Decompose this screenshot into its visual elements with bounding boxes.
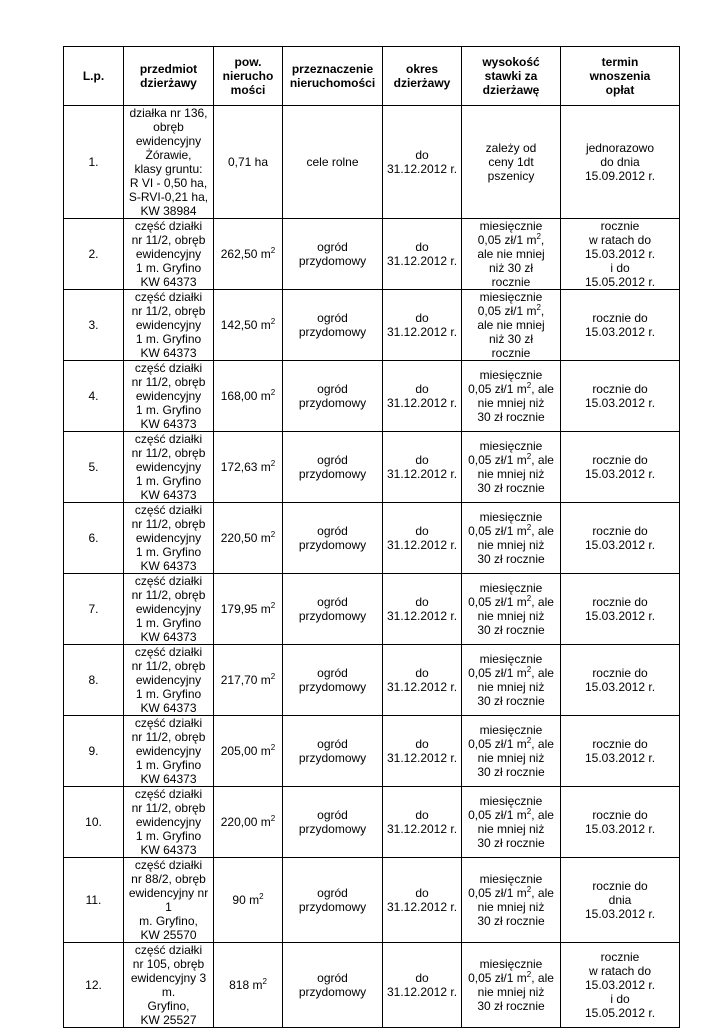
cell-purpose: cele rolne (283, 106, 383, 219)
cell-area (214, 503, 283, 574)
cell-due: jednorazowo do dnia 15.09.2012 r. (561, 106, 680, 219)
table-row (64, 858, 680, 943)
area-value: 262,50 m (220, 247, 271, 261)
cell-purpose: ogród przydomowy (283, 219, 383, 290)
area-unit-exponent: 2 (259, 892, 264, 901)
cell-subject: część działki nr 11/2, obręb ewidencyjny 1 m. Gryfino KW 64373 (124, 219, 214, 290)
cell-period: do 31.12.2012 r. (383, 574, 462, 645)
header-period: okres dzierżawy (383, 47, 462, 106)
cell-lp: 4. (64, 361, 124, 432)
cell-area (214, 787, 283, 858)
cell-purpose: ogród przydomowy (283, 645, 383, 716)
cell-subject: część działki nr 11/2, obręb ewidencyjny 1 m. Gryfino KW 64373 (124, 574, 214, 645)
header-purpose: przeznaczenie nieruchomości (283, 47, 383, 106)
cell-lp: 12. (64, 943, 124, 1028)
area-unit-exponent: 2 (262, 977, 267, 986)
table-row (64, 219, 680, 290)
area-unit-exponent: 2 (270, 672, 276, 681)
rate-text-pre: miesięcznie 0,05 zł/1 m (468, 794, 543, 822)
cell-area (214, 858, 283, 943)
cell-lp: 6. (64, 503, 124, 574)
cell-area (214, 943, 283, 1028)
rate-text-pre: miesięcznie 0,05 zł/1 m (468, 723, 543, 751)
table-row (64, 943, 680, 1028)
cell-area (214, 290, 283, 361)
cell-rate (462, 943, 561, 1028)
cell-purpose: ogród przydomowy (283, 787, 383, 858)
rate-text-pre: miesięcznie 0,05 zł/1 m (468, 581, 543, 609)
cell-rate (462, 858, 561, 943)
rate-unit-exponent: 2 (526, 665, 532, 674)
rate-text-post: , ale nie mniej niż 30 zł rocznie (477, 382, 554, 424)
cell-purpose: ogród przydomowy (283, 716, 383, 787)
table-row (64, 503, 680, 574)
area-unit-exponent: 2 (270, 743, 276, 752)
cell-due: rocznie do 15.03.2012 r. (561, 645, 680, 716)
area-unit-exponent: 2 (270, 601, 276, 610)
rate-text-post: , ale nie mniej niż 30 zł rocznie (477, 886, 554, 928)
cell-period: do 31.12.2012 r. (383, 106, 462, 219)
cell-area (214, 645, 283, 716)
rate-unit-exponent: 2 (526, 885, 532, 894)
cell-rate (462, 787, 561, 858)
header-due: termin wnoszenia opłat (561, 47, 680, 106)
cell-subject: działka nr 136, obręb ewidencyjny Żórawie, klasy gruntu: R VI - 0,50 ha, S-RVI-0,21 ha, KW 38984 (124, 106, 214, 219)
cell-area (214, 574, 283, 645)
rate-text-post: , ale nie mniej niż 30 zł rocznie (477, 233, 545, 289)
area-value: 0,71 ha (227, 155, 269, 169)
cell-due: rocznie do 15.03.2012 r. (561, 290, 680, 361)
rate-text-post: , ale nie mniej niż 30 zł rocznie (477, 595, 554, 637)
cell-area (214, 219, 283, 290)
area-value: 220,00 m (220, 815, 271, 829)
area-value: 217,70 m (220, 673, 271, 687)
cell-subject: część działki nr 11/2, obręb ewidencyjny 1 m. Gryfino KW 64373 (124, 290, 214, 361)
table-row (64, 645, 680, 716)
rate-text-post: , ale nie mniej niż 30 zł rocznie (477, 971, 554, 1013)
cell-lp: 3. (64, 290, 124, 361)
cell-purpose: ogród przydomowy (283, 432, 383, 503)
cell-purpose: ogród przydomowy (283, 361, 383, 432)
cell-due: rocznie do 15.03.2012 r. (561, 503, 680, 574)
cell-lp: 10. (64, 787, 124, 858)
cell-rate (462, 574, 561, 645)
rate-unit-exponent: 2 (526, 381, 532, 390)
header-row (64, 47, 680, 106)
cell-subject: część działki nr 11/2, obręb ewidencyjny 1 m. Gryfino KW 64373 (124, 787, 214, 858)
rate-text-post: , ale nie mniej niż 30 zł rocznie (477, 737, 554, 779)
cell-subject: część działki nr 105, obręb ewidencyjny 3 m. Gryfino, KW 25527 (124, 943, 214, 1028)
cell-period: do 31.12.2012 r. (383, 503, 462, 574)
area-value: 205,00 m (220, 744, 271, 758)
cell-due: rocznie do 15.03.2012 r. (561, 787, 680, 858)
header-subject: przedmiot dzierżawy (124, 47, 214, 106)
area-unit-exponent: 2 (270, 814, 276, 823)
cell-subject: część działki nr 88/2, obręb ewidencyjny nr 1 m. Gryfino, KW 25570 (124, 858, 214, 943)
cell-period: do 31.12.2012 r. (383, 716, 462, 787)
rate-text-pre: miesięcznie 0,05 zł/1 m (477, 219, 543, 247)
cell-rate (462, 106, 561, 219)
cell-area (214, 106, 283, 219)
table-row (64, 361, 680, 432)
area-unit-exponent: 2 (270, 388, 276, 397)
area-unit-exponent: 2 (270, 530, 276, 539)
rate-text-pre: miesięcznie 0,05 zł/1 m (477, 290, 543, 318)
cell-purpose: ogród przydomowy (283, 290, 383, 361)
cell-lp: 9. (64, 716, 124, 787)
lease-table (63, 46, 680, 1028)
rate-text-pre: miesięcznie 0,05 zł/1 m (468, 652, 543, 680)
cell-rate (462, 361, 561, 432)
cell-rate (462, 716, 561, 787)
table-body (64, 106, 680, 1028)
cell-rate (462, 219, 561, 290)
rate-unit-exponent: 2 (526, 970, 532, 979)
header-lp: L.p. (64, 47, 124, 106)
cell-area (214, 361, 283, 432)
cell-rate (462, 432, 561, 503)
area-value: 172,63 m (220, 460, 271, 474)
cell-period: do 31.12.2012 r. (383, 432, 462, 503)
area-value: 220,50 m (220, 531, 271, 545)
cell-lp: 7. (64, 574, 124, 645)
rate-text-pre: miesięcznie 0,05 zł/1 m (468, 872, 543, 900)
area-value: 168,00 m (220, 389, 271, 403)
rate-unit-exponent: 2 (526, 736, 532, 745)
cell-period: do 31.12.2012 r. (383, 787, 462, 858)
cell-lp: 8. (64, 645, 124, 716)
area-unit-exponent: 2 (270, 246, 276, 255)
cell-subject: część działki nr 11/2, obręb ewidencyjny 1 m. Gryfino KW 64373 (124, 716, 214, 787)
table-row (64, 290, 680, 361)
cell-subject: część działki nr 11/2, obręb ewidencyjny 1 m. Gryfino KW 64373 (124, 361, 214, 432)
cell-area (214, 432, 283, 503)
cell-purpose: ogród przydomowy (283, 858, 383, 943)
cell-purpose: ogród przydomowy (283, 943, 383, 1028)
rate-text-pre: miesięcznie 0,05 zł/1 m (468, 957, 543, 985)
cell-due: rocznie w ratach do 15.03.2012 r. i do 15.05.2012 r. (561, 219, 680, 290)
area-value: 90 m (232, 893, 260, 907)
cell-lp: 11. (64, 858, 124, 943)
rate-text-pre: zależy od ceny 1dt pszenicy (485, 141, 537, 183)
cell-due: rocznie w ratach do 15.03.2012 r. i do 15.05.2012 r. (561, 943, 680, 1028)
table-row (64, 106, 680, 219)
cell-period: do 31.12.2012 r. (383, 645, 462, 716)
rate-text-post: , ale nie mniej niż 30 zł rocznie (477, 304, 545, 360)
rate-unit-exponent: 2 (526, 452, 532, 461)
rate-unit-exponent: 2 (526, 594, 532, 603)
cell-due: rocznie do 15.03.2012 r. (561, 574, 680, 645)
table-row (64, 574, 680, 645)
cell-subject: część działki nr 11/2, obręb ewidencyjny 1 m. Gryfino KW 64373 (124, 645, 214, 716)
cell-period: do 31.12.2012 r. (383, 858, 462, 943)
rate-text-pre: miesięcznie 0,05 zł/1 m (468, 368, 543, 396)
cell-lp: 5. (64, 432, 124, 503)
rate-text-pre: miesięcznie 0,05 zł/1 m (468, 510, 543, 538)
cell-due: rocznie do 15.03.2012 r. (561, 432, 680, 503)
header-rate: wysokość stawki za dzierżawę (462, 47, 561, 106)
rate-unit-exponent: 2 (536, 232, 541, 241)
cell-rate (462, 645, 561, 716)
rate-text-post: , ale nie mniej niż 30 zł rocznie (477, 453, 554, 495)
area-unit-exponent: 2 (270, 459, 276, 468)
cell-period: do 31.12.2012 r. (383, 290, 462, 361)
table-row (64, 716, 680, 787)
cell-due: rocznie do 15.03.2012 r. (561, 361, 680, 432)
rate-text-pre: miesięcznie 0,05 zł/1 m (468, 439, 543, 467)
table-row (64, 787, 680, 858)
cell-rate (462, 290, 561, 361)
cell-lp: 1. (64, 106, 124, 219)
cell-period: do 31.12.2012 r. (383, 361, 462, 432)
cell-lp: 2. (64, 219, 124, 290)
rate-unit-exponent: 2 (526, 807, 532, 816)
area-value: 142,50 m (220, 318, 271, 332)
area-value: 818 m (229, 978, 263, 992)
cell-due: rocznie do 15.03.2012 r. (561, 716, 680, 787)
area-value: 179,95 m (220, 602, 271, 616)
cell-subject: część działki nr 11/2, obręb ewidencyjny 1 m. Gryfino KW 64373 (124, 432, 214, 503)
cell-rate (462, 503, 561, 574)
table-row (64, 432, 680, 503)
cell-purpose: ogród przydomowy (283, 574, 383, 645)
rate-text-post: , ale nie mniej niż 30 zł rocznie (477, 524, 554, 566)
rate-text-post: , ale nie mniej niż 30 zł rocznie (477, 666, 554, 708)
header-area: pow. nierucho mości (214, 47, 283, 106)
cell-area (214, 716, 283, 787)
rate-unit-exponent: 2 (526, 523, 532, 532)
area-unit-exponent: 2 (270, 317, 276, 326)
cell-due: rocznie do dnia 15.03.2012 r. (561, 858, 680, 943)
cell-period: do 31.12.2012 r. (383, 943, 462, 1028)
cell-subject: część działki nr 11/2, obręb ewidencyjny 1 m. Gryfino KW 64373 (124, 503, 214, 574)
rate-unit-exponent: 2 (536, 303, 541, 312)
cell-purpose: ogród przydomowy (283, 503, 383, 574)
cell-period: do 31.12.2012 r. (383, 219, 462, 290)
rate-text-post: , ale nie mniej niż 30 zł rocznie (477, 808, 554, 850)
